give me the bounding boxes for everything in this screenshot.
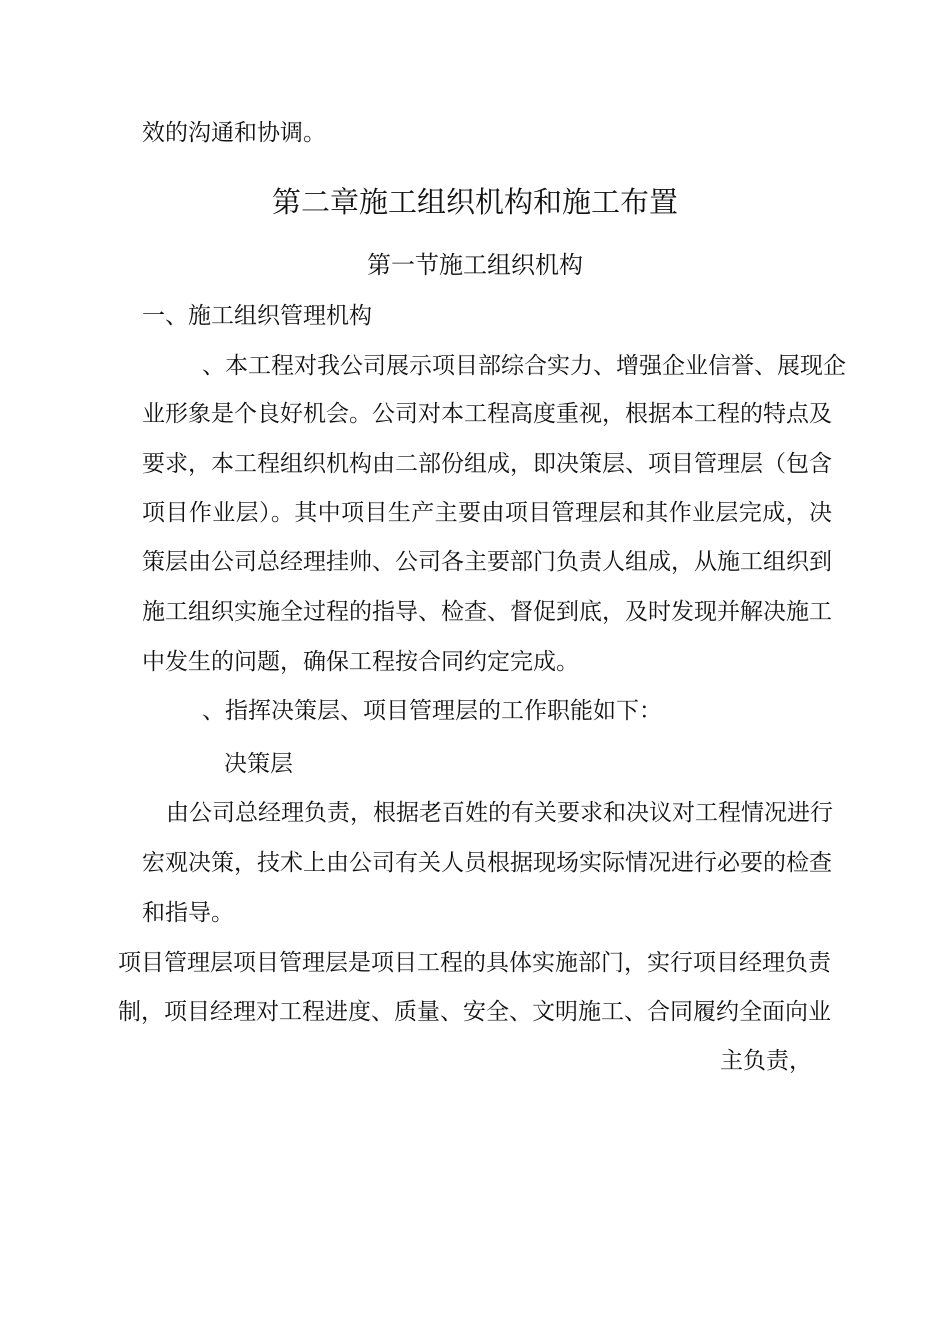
decision-layer-text-line: 宏观决策，技术上由公司有关人员根据现场实际情况进行必要的检查: [142, 850, 832, 876]
section-title: 第一节施工组织机构: [367, 251, 583, 279]
decision-layer-text-line: 和指导。: [142, 900, 234, 926]
chapter-title: 第二章施工组织机构和施工布置: [271, 185, 678, 219]
management-layer-text-line: 制，项目经理对工程进度、质量、安全、文明施工、合同履约全面向业: [118, 999, 831, 1025]
management-layer-text-line: 主负责，: [720, 1048, 812, 1074]
paragraph-1-line: 项目作业层）。其中项目生产主要由项目管理层和其作业层完成，决: [142, 500, 832, 526]
paragraph-1-line: 要求，本工程组织机构由二部份组成，即决策层、项目管理层（包含: [142, 451, 832, 477]
decision-layer-heading: 决策层: [224, 751, 293, 777]
management-layer-text-line: 项目管理层项目管理层是项目工程的具体实施部门，实行项目经理负责: [118, 950, 831, 976]
decision-layer-text-line: 由公司总经理负责，根据老百姓的有关要求和决议对工程情况进行: [166, 800, 833, 826]
paragraph-1-line: 策层由公司总经理挂帅、公司各主要部门负责人组成，从施工组织到: [142, 549, 832, 575]
paragraph-1-line: 业形象是个良好机会。公司对本工程高度重视，根据本工程的特点及: [142, 401, 832, 427]
paragraph-1-line: 中发生的问题，确保工程按合同约定完成。: [142, 649, 579, 675]
paragraph-2: 、指挥决策层、项目管理层的工作职能如下：: [202, 698, 662, 724]
continuation-line: 效的沟通和协调。: [142, 120, 326, 146]
subheading: 一、施工组织管理机构: [142, 303, 372, 329]
paragraph-1-line: 施工组织实施全过程的指导、检查、督促到底，及时发现并解决施工: [142, 599, 832, 625]
paragraph-1-line: 、本工程对我公司展示项目部综合实力、增强企业信誉、展现企: [202, 353, 846, 379]
